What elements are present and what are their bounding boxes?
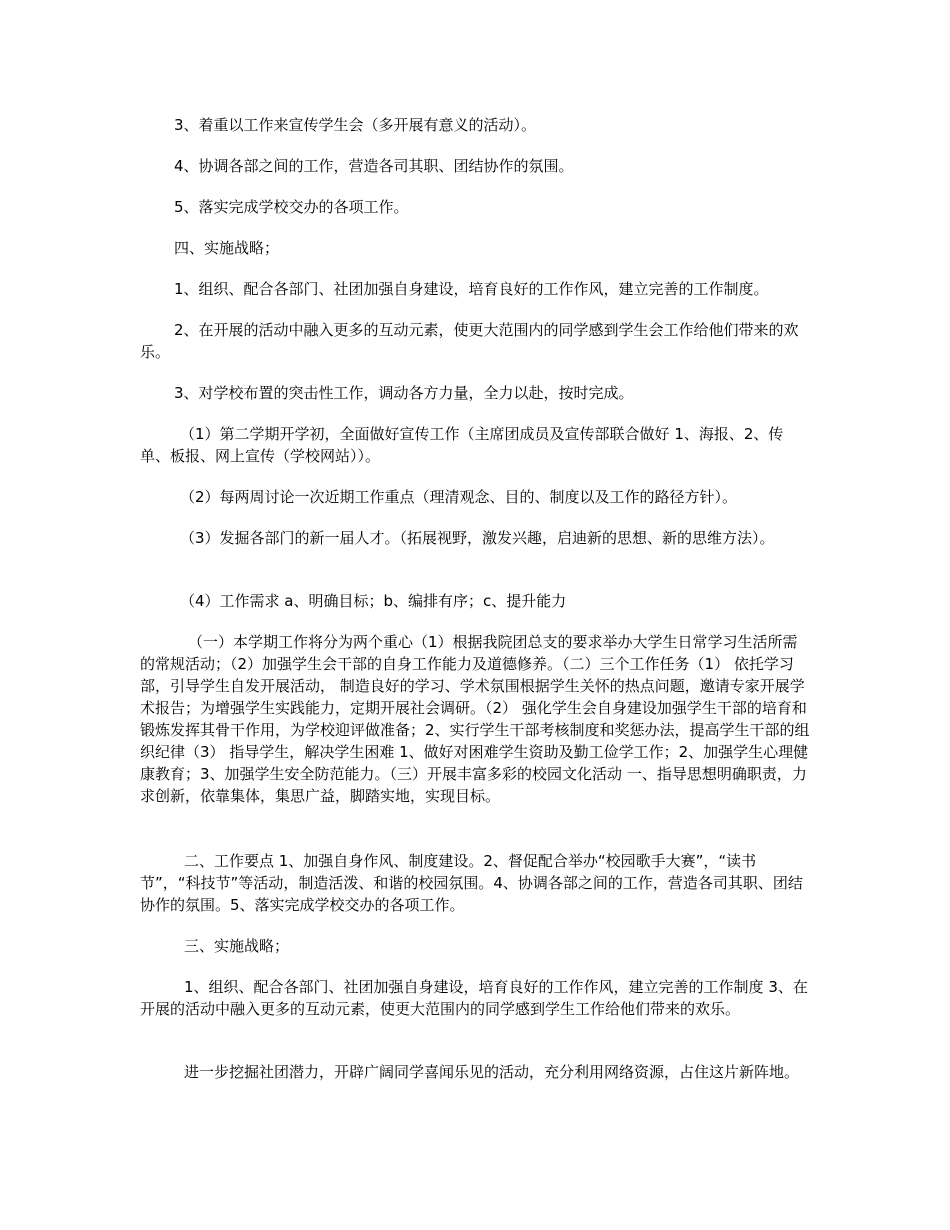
paragraph: 二、工作要点 1、加强自身作风、制度建设。2、督促配合举办“校园歌手大赛”，“读书节”，“科技节”等活动，制造活泼、和谐的校园氛围。4、协调各部之间的工作，营造各司其职、团结协作的氛围。5、落实完成学校交办的各项工作。 <box>140 852 803 914</box>
paragraph: 1、组织、配合各部门、社团加强自身建设，培育良好的工作作风，建立完善的工作制度 3、在开展的活动中融入更多的互动元素，使更大范围内的同学感到学生工作给他们带来的欢乐。 <box>140 978 808 1018</box>
paragraph: （3）发掘各部门的新一届人才。（拓展视野，激发兴趣，启迪新的思想、新的思维方法）。 <box>180 529 775 547</box>
paragraph: 1、组织、配合各部门、社团加强自身建设，培育良好的工作作风，建立完善的工作制度。 <box>174 280 769 298</box>
paragraph: 四、实施战略； <box>174 239 280 257</box>
paragraph: 2、在开展的活动中融入更多的互动元素，使更大范围内的同学感到学生会工作给他们带来的欢乐。 <box>140 321 799 361</box>
paragraph: （2）每两周讨论一次近期工作重点（理清观念、目的、制度以及工作的路径方针）。 <box>180 488 738 506</box>
paragraph: （一）本学期工作将分为两个重心（1）根据我院团总支的要求举办大学生日常学习生活所需的常规活动；（2）加强学生会干部的自身工作能力及道德修养。（二）三个工作任务（1） 依托学习部，引导学生自发开展活动， 制造良好的学习、学术氛围根据学生关怀的热点问题，邀请专家开展学术报告；为增强学生实践能力，定期开展社会调研。（2） 强化学生会自身建设加强学生干部的培育和锻炼发挥其骨干作用，为学校迎评做准备；2、实行学生干部考核制度和奖惩办法，提高学生干部的组织纪律（3） 指导学生，解决学生困难 1、做好对困难学生资助及勤工俭学工作；2、加强学生心理健康教育；3、加强学生安全防范能力。（三）开展丰富多彩的校园文化活动 一、指导思想明确职责，力求创新，依靠集体，集思广益，脚踏实地，实现目标。 <box>140 633 810 805</box>
paragraph: 进一步挖掘社团潜力，开辟广阔同学喜闻乐见的活动，充分利用网络资源，占住这片新阵地。 <box>184 1063 800 1081</box>
paragraph: 3、着重以工作来宣传学生会（多开展有意义的活动）。 <box>174 116 537 134</box>
paragraph: （1）第二学期开学初，全面做好宣传工作（主席团成员及宣传部联合做好 1、海报、2、传单、板报、网上宣传（学校网站））。 <box>140 425 784 465</box>
paragraph: 3、对学校布置的突击性工作，调动各方力量，全力以赴，按时完成。 <box>174 384 634 402</box>
paragraph: 4、协调各部之间的工作，营造各司其职、团结协作的氛围。 <box>174 157 574 175</box>
paragraph: 三、实施战略； <box>184 937 290 955</box>
paragraph: 5、落实完成学校交办的各项工作。 <box>174 198 409 216</box>
paragraph: （4）工作需求 a、明确目标；b、编排有序；c、提升能力 <box>180 592 567 610</box>
